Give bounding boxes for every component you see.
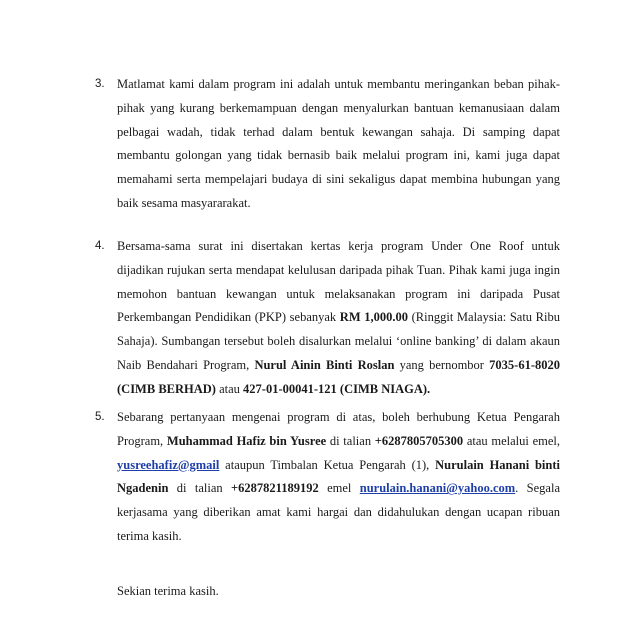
deputy-name: Nurulain Hanani binti Ngadenin: [117, 457, 560, 496]
chair-email-link[interactable]: yusreehafiz@gmail: [117, 457, 220, 472]
paragraph-text: Matlamat kami dalam program ini adalah untuk membantu meringankan beban pihak-pihak yang kurang berkemampuan dengan menyalurkan bantuan kemanusiaan dalam pelbagai wadah, tidak terhad dalam bentuk kewangan sahaja. Di samping dapat membantu golongan yang tidak bernasib baik melalui program ini, kami juga dapat memahami serta mempelajari budaya di sini sekaligus dapat membina hubungan yang baik sesama masyararakat.: [117, 77, 560, 210]
chair-phone: +6287805705300: [374, 433, 464, 448]
treasurer-name: Nurul Ainin Binti Roslan: [254, 357, 395, 372]
paragraph-number: 3.: [95, 78, 105, 90]
deputy-email-link[interactable]: nurulain.hanani@yahoo.com: [359, 481, 516, 496]
closing-line: Sekian terima kasih.: [117, 584, 219, 598]
chair-name: Muhammad Hafiz bin Yusree: [166, 433, 327, 448]
amount: RM 1,000.00: [339, 310, 408, 325]
account-cimb-niaga: 427-01-00041-121 (CIMB NIAGA).: [243, 381, 431, 396]
deputy-phone: +6287821189192: [231, 481, 319, 496]
paragraph-text: Bersama-sama surat ini disertakan kertas kerja program Under One Roof untuk dijadikan rujukan serta mendapat kelulusan daripada pihak Tuan. Pihak kami juga ingin memohon bantuan kewangan untuk melaksanakan program ini daripada Pusat Perkembangan Pendidikan (PKP) sebanyak RM 1,000.00 (Ringgit Malaysia: Satu Ribu Sahaja). Sumbangan tersebut boleh disalurkan melalui ‘online banking’ di dalam akaun Naib Bendahari Program, Nurul Ainin Binti Roslan yang bernombor 7035-61-8020 (CIMB BERHAD) atau 427-01-00041-121 (CIMB NIAGA).: [117, 239, 560, 396]
paragraph-number: 5.: [95, 411, 105, 423]
paragraph-text: Sebarang pertanyaan mengenai program di atas, boleh berhubung Ketua Pengarah Program, Muhammad Hafiz bin Yusree di talian +6287805705300 atau melalui emel, yusreehafiz@gmail ataupun Timbalan Ketua Pengarah (1), Nurulain Hanani binti Ngadenin di talian +6287821189192 emel nurulain.hanani@yahoo.com. Segala kerjasama yang diberikan amat kami hargai dan didahulukan dengan ucapan ribuan terima kasih.: [117, 410, 560, 543]
account-cimb-berhad: 7035-61-8020 (CIMB BERHAD): [117, 357, 560, 396]
paragraph-number: 4.: [95, 240, 105, 252]
